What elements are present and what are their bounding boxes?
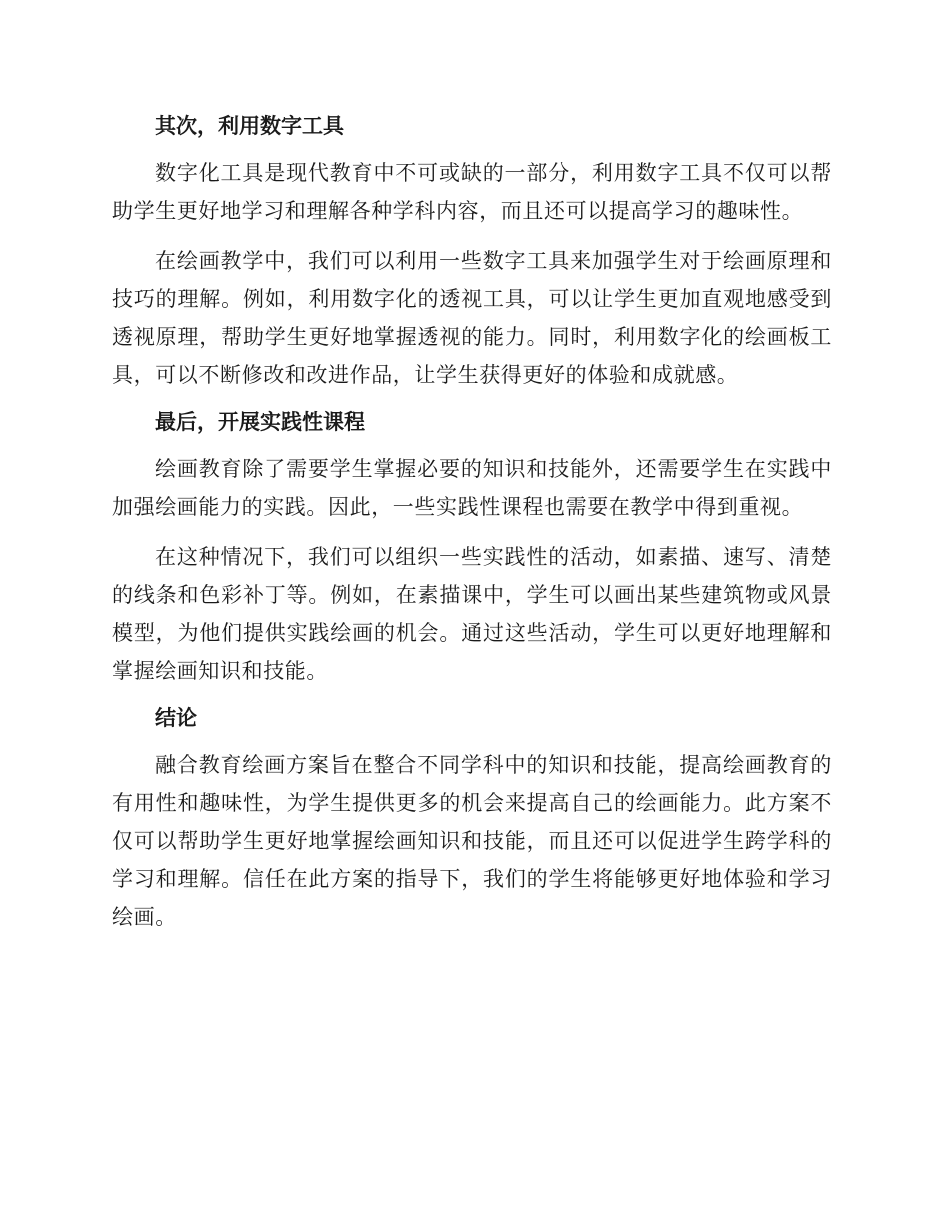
section-heading-conclusion: 结论 [155,706,197,730]
paragraph: 在这种情况下，我们可以组织一些实践性的活动，如素描、速写、清楚的线条和色彩补丁等。例如，在素描课中，学生可以画出某些建筑物或风景模型，为他们提供实践绘画的机会。通过这些活动，学生可以更好地理解和掌握绘画知识和技能。 [112,545,832,683]
paragraph: 数字化工具是现代教育中不可或缺的一部分，利用数字工具不仅可以帮助学生更好地学习和理解各种学科内容，而且还可以提高学习的趣味性。 [112,161,832,223]
section-heading-practical-courses: 最后，开展实践性课程 [155,410,365,434]
paragraph: 绘画教育除了需要学生掌握必要的知识和技能外，还需要学生在实践中加强绘画能力的实践。因此，一些实践性课程也需要在教学中得到重视。 [112,457,832,519]
document-page [112,106,832,936]
paragraph: 在绘画教学中，我们可以利用一些数字工具来加强学生对于绘画原理和技巧的理解。例如，利用数字化的透视工具，可以让学生更加直观地感受到透视原理，帮助学生更好地掌握透视的能力。同时，利用数字化的绘画板工具，可以不断修改和改进作品，让学生获得更好的体验和成就感。 [112,249,832,387]
paragraph: 融合教育绘画方案旨在整合不同学科中的知识和技能，提高绘画教育的有用性和趣味性，为学生提供更多的机会来提高自己的绘画能力。此方案不仅可以帮助学生更好地掌握绘画知识和技能，而且还可以促进学生跨学科的学习和理解。信任在此方案的指导下，我们的学生将能够更好地体验和学习绘画。 [112,753,832,929]
section-heading-digital-tools: 其次，利用数字工具 [155,114,344,138]
